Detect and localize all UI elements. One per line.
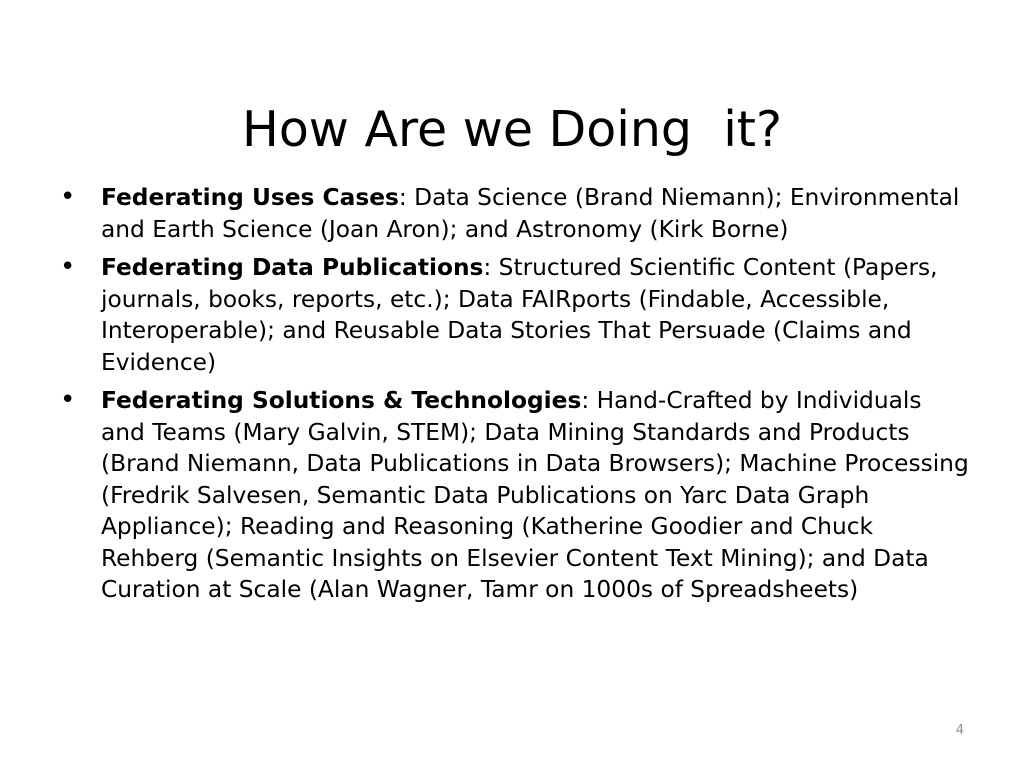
bullet-item-solutions-technologies bbox=[58, 385, 970, 606]
bullet-item-data-publications bbox=[58, 252, 970, 378]
bullet-text: : Structured Scientific Content (Papers, journals, books, reports, etc.); Data FAIRports (Findable, Accessible, Interoperable); and Reusable Data Stories That Persuade (Claims and Evidence) bbox=[101, 254, 938, 376]
bullet-dot-icon: • bbox=[60, 385, 76, 415]
bullet-text: : Hand-Crafted by Individuals and Teams (Mary Galvin, STEM); Data Mining Standards and Products (Brand Niemann, Data Publications in Data Browsers); Machine Processing (Fredrik Salvesen, Semantic Data Publications on Yarc Data Graph Appliance); Reading and Reasoning (Katherine Goodier and Chuck Rehberg (Semantic Insights on Elsevier Content Text Mining); and Data Curation at Scale (Alan Wagner, Tamr on 1000s of Spreadsheets) bbox=[101, 387, 969, 603]
bullet-list bbox=[58, 182, 970, 613]
bullet-item-use-cases bbox=[58, 182, 970, 245]
bullet-dot-icon: • bbox=[60, 182, 76, 212]
bullet-dot-icon: • bbox=[60, 252, 76, 282]
bullet-heading: Federating Solutions & Technologies bbox=[101, 387, 582, 414]
bullet-heading: Federating Data Publications bbox=[101, 254, 484, 281]
page-number: 4 bbox=[955, 723, 964, 738]
bullet-text: : Data Science (Brand Niemann); Environmental and Earth Science (Joan Aron); and Astronomy (Kirk Borne) bbox=[101, 184, 960, 243]
bullet-heading: Federating Uses Cases bbox=[101, 184, 399, 211]
slide-title: How Are we Doing it? bbox=[241, 100, 783, 158]
